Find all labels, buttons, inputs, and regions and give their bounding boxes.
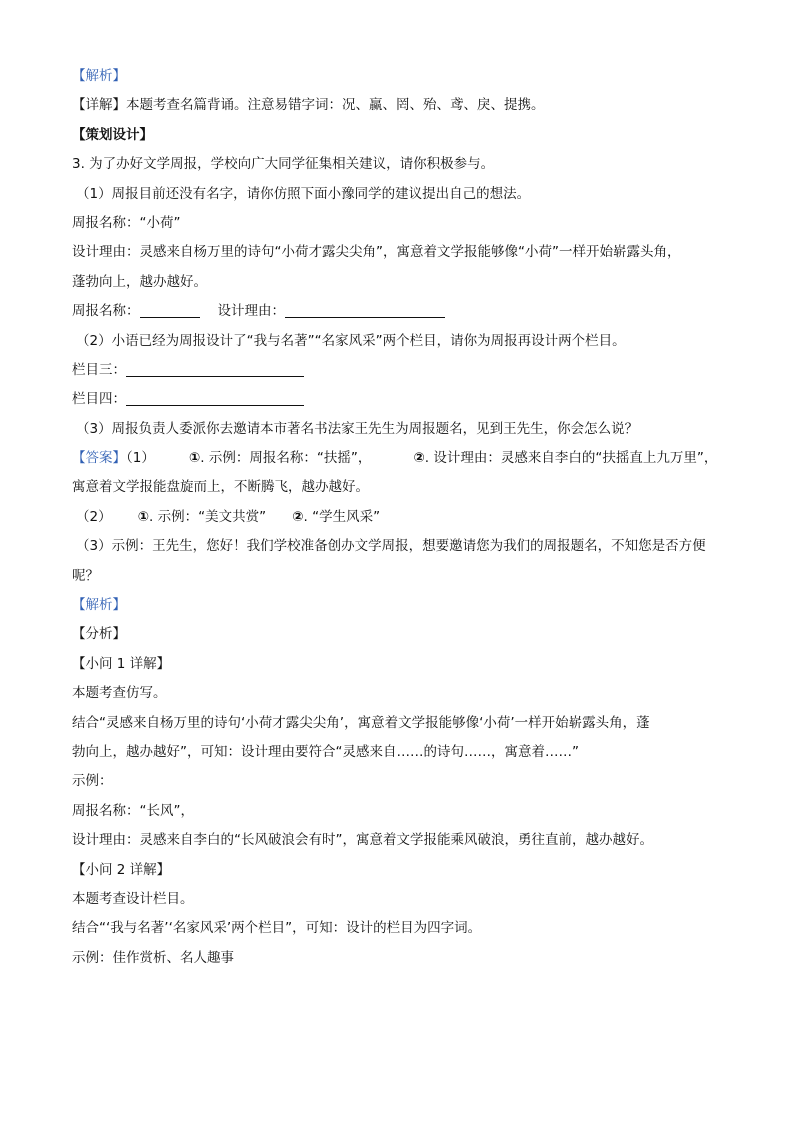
section-title: 【策划设计】 (72, 126, 153, 143)
circled-one-mark: ① (137, 508, 150, 525)
example-reason-line-2: 蓬勃向上，越办越好。 (72, 273, 207, 290)
document-page (72, 62, 748, 973)
small-question-1-body-2: 勃向上，越办越好”，可知：设计理由要符合“灵感来自……的诗句……，寓意着……” (72, 743, 579, 760)
column-4-label: 栏目四： (72, 391, 126, 408)
answer-part1-num: （1） (126, 450, 155, 467)
answer-line-1 (72, 444, 748, 473)
subquestion-1: （1）周报目前还没有名字，请你仿照下面小豫同学的建议提出自己的想法。 (76, 185, 531, 202)
answer-p2-text: . 设计理由：灵感来自李白的“扶摇直上九万里”， (424, 450, 718, 467)
small-question-1-example-label: 示例： (72, 773, 113, 790)
answer-tag: 【答案】 (72, 450, 126, 467)
answer-part2 (72, 503, 748, 532)
circled-one-mark: ① (188, 450, 201, 467)
analysis-sub-heading: 【分析】 (72, 626, 126, 643)
answer-part2-num: （2） (76, 508, 112, 525)
answer-p4-text: . “学生风采” (303, 508, 381, 525)
question-3: 3. 为了办好文学周报，学校向广大同学征集相关建议，请你积极参与。 (72, 156, 495, 173)
circled-two-mark: ② (292, 508, 304, 525)
example-name: 周报名称：“小荷” (72, 214, 181, 231)
small-question-1-example-reason: 设计理由：灵感来自李白的“长风破浪会有时”，寓意着文学报能乘风破浪，勇往直前，越办越好。 (72, 832, 653, 849)
small-question-2-intro: 本题考查设计栏目。 (72, 890, 194, 907)
column-3-blank (126, 360, 304, 377)
detail-paragraph (72, 91, 748, 120)
small-question-1-title: 【小问 1 详解】 (72, 655, 171, 672)
example-reason-line-1: 设计理由：灵感来自杨万里的诗句“小荷才露尖尖角”，寓意着文学报能够像“小荷”一样开始崭露头角， (72, 244, 681, 261)
reason-label: 设计理由： (217, 303, 285, 320)
column-3-line (72, 356, 748, 385)
detail-text: 本题考查名篇背诵。注意易错字词：况、赢、罔、殆、鸢、戾、提携。 (126, 97, 545, 114)
small-question-2-title: 【小问 2 详解】 (72, 861, 171, 878)
small-question-2-example: 示例：佳作赏析、名人趣事 (72, 949, 234, 966)
name-label: 周报名称： (72, 303, 140, 320)
column-4-blank (126, 389, 304, 406)
reason-blank (285, 301, 445, 318)
small-question-1-example-name: 周报名称：“长风”， (72, 802, 194, 819)
analysis-heading: 【解析】 (72, 68, 126, 84)
answer-p1-text: . 示例：周报名称：“扶摇”， (200, 450, 372, 467)
analysis-heading-2: 【解析】 (72, 597, 126, 614)
small-question-1-body-1: 结合“灵感来自杨万里的诗句‘小荷才露尖尖角’，寓意着文学报能够像‘小荷’一样开始崭露头角，蓬 (72, 714, 650, 731)
subquestion-3: （3）周报负责人委派你去邀请本市著名书法家王先生为周报题名，见到王先生，你会怎么说？ (76, 420, 639, 437)
column-4-line (72, 385, 748, 414)
answer-line-2: 寓意着文学报能盘旋而上，不断腾飞，越办越好。 (72, 479, 369, 496)
detail-tag: 【详解】 (72, 97, 126, 114)
answer-p3-text: . 示例：“美文共赏” (149, 508, 267, 525)
name-blank (140, 301, 200, 318)
small-question-1-intro: 本题考查仿写。 (72, 685, 167, 702)
column-3-label: 栏目三： (72, 361, 126, 378)
small-question-2-body: 结合“‘我与名著’‘名家风采’两个栏目”，可知：设计的栏目为四字词。 (72, 920, 482, 937)
answer-part3-line-2: 呢？ (72, 567, 99, 584)
answer-part3-line-1: （3）示例：王先生，您好！我们学校准备创办文学周报，想要邀请您为我们的周报题名，不知您是否方便 (76, 538, 706, 555)
circled-two-mark: ② (413, 450, 425, 467)
fill-in-line-name-reason (72, 297, 748, 326)
subquestion-2: （2）小语已经为周报设计了“我与名著”“名家风采”两个栏目，请你为周报再设计两个栏目。 (76, 332, 626, 349)
